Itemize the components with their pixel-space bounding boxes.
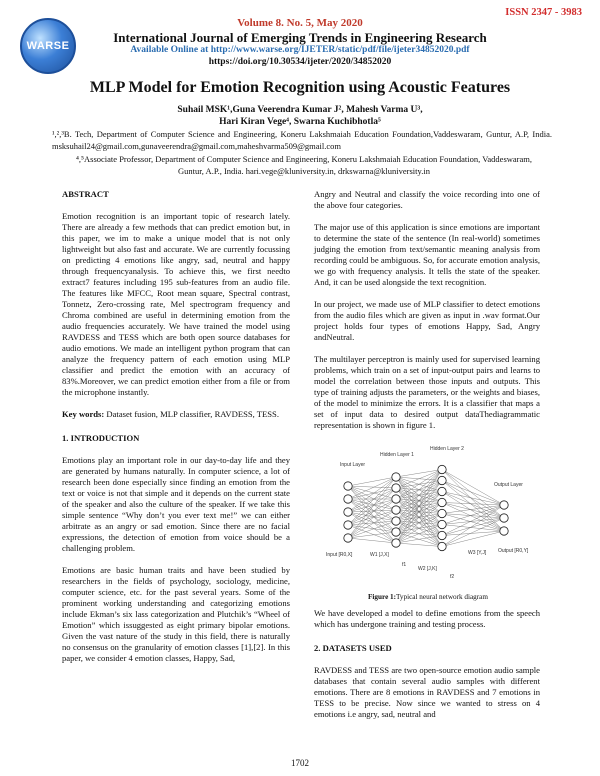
node-layer1-1	[392, 484, 400, 492]
affiliation-2: ⁴,⁵Associate Professor, Department of Computer Science and Engineering, Koneru Lakshmaiah Education Foundation, Vaddeswaram, Guntur, A.P., India. hari.vege@kluniversity.in, drkswarna@kluniversity.in	[75, 154, 533, 176]
neural-network-diagram	[318, 444, 538, 582]
figure-caption-text: Typical neural network diagram	[396, 593, 488, 601]
node-layer3-0	[500, 501, 508, 509]
edge-l0-0-0	[348, 477, 396, 486]
node-layer0-4	[344, 534, 352, 542]
edge-l2-0-1	[442, 470, 504, 519]
right-paragraph-5: RAVDESS and TESS are two open-source emotion audio sample databases that contain several audio samples with different emotions. There are 8 emotions in RAVDESS and 7 emotions in TESS to be precise. Now since we wanted to stress on 4 emotions i.e angry, sad, neutral and	[314, 665, 540, 719]
node-layer1-6	[392, 539, 400, 547]
node-layer0-1	[344, 495, 352, 503]
figure-caption-label: Figure 1:	[368, 593, 397, 601]
datasets-heading: 2. DATASETS USED	[314, 643, 392, 653]
edge-l2-6-0	[442, 505, 504, 536]
label-f2: f2	[450, 574, 455, 580]
node-layer3-2	[500, 527, 508, 535]
right-paragraph-4: We have developed a model to define emotions from the speech which has undergone training and testing process.	[314, 608, 540, 629]
abstract-text: Emotion recognition is an important topic of research lately. There are already a few methods that can predict emotion but, in this paper, we im to make a unique model that is not only lightweight but also fast and accurate. We are currently focussing on predicting 4 emotions like angry, sad, neutral and happy through frequencyanalysis. To achieve this, we first needto extract7 features including 195 sub-features from an audio file. The features like MFCC, Root mean square, Spectral contrast, Tonnetz, Zero-crossing rate, Mel spectrogram frequency and Chroma combined are useful in determining emotion from the audio frequencies accurately. We have trained the model using RAVDESS and TESS which are both open source databases for audio emotions. We made an intelligent python program that can analyze the frequency pattern of each emotion using MLP classifier and predict the emotion with an accuracy of 83%.Moreover, we can predict emotion either from a file or from the microphone instantly.	[62, 211, 290, 397]
node-layer2-0	[438, 465, 446, 473]
issn: ISSN 2347 - 3983	[505, 7, 582, 18]
abstract-heading: ABSTRACT	[62, 189, 109, 199]
edge-l1-6-7	[396, 543, 442, 547]
paper-title: MLP Model for Emotion Recognition using Acoustic Features	[89, 79, 511, 96]
network-edges	[348, 470, 504, 547]
edge-l0-4-4	[348, 521, 396, 538]
label-output-range: Output [R0,Y]	[498, 548, 529, 554]
label-hidden-1: Hidden Layer 1	[380, 452, 414, 458]
authors-line-2: Hari Kiran Vege⁴, Swarna Kuchibhotla⁵	[219, 117, 381, 127]
label-f1: f1	[402, 562, 407, 568]
keywords	[62, 409, 290, 420]
edge-l0-4-1	[348, 488, 396, 538]
online-link[interactable]: Available Online at http://www.warse.org/IJETER/static/pdf/file/ijeter34852020.pdf	[130, 45, 470, 55]
journal-title: International Journal of Emerging Trends in Engineering Research	[113, 30, 487, 45]
intro-paragraph-1: Emotions play an important role in our day-to-day life and they are generated by humans naturally. In computer science, a lot of research been done especially since finding an emotion from the text or voice is not that simple and it depends on the current state of the speaker and also the culture of the speaker. If we take this simple sentence “Why don’t you ever text me!” we can either arbitrate as an angry or sad emotion. Since there are no facial expressions, the detection of emotion from voice should be a challenging problem.	[62, 455, 290, 553]
edge-l0-4-3	[348, 510, 396, 538]
node-layer0-2	[344, 508, 352, 516]
label-w1: W1 [J,X]	[370, 552, 389, 558]
node-layer1-4	[392, 517, 400, 525]
label-w3: W3 [Y,J]	[468, 550, 487, 556]
label-input-range: Input [R0,X]	[326, 552, 353, 558]
page-number: 1702	[291, 758, 309, 768]
figure-caption	[318, 593, 538, 601]
node-layer2-7	[438, 542, 446, 550]
node-layer1-2	[392, 495, 400, 503]
node-layer2-3	[438, 498, 446, 506]
edge-l0-4-5	[348, 532, 396, 538]
node-layer1-3	[392, 506, 400, 514]
left-column	[62, 189, 290, 664]
node-layer0-3	[344, 521, 352, 529]
edge-l0-4-2	[348, 499, 396, 538]
right-column-bottom	[314, 608, 540, 720]
right-column-top	[314, 189, 540, 431]
node-layer2-1	[438, 476, 446, 484]
node-layer1-5	[392, 528, 400, 536]
edge-l0-2-3	[348, 510, 396, 512]
node-layer2-6	[438, 531, 446, 539]
edge-l1-0-0	[396, 470, 442, 478]
edge-l0-0-5	[348, 486, 396, 532]
edge-l2-5-2	[442, 525, 504, 532]
node-layer2-5	[438, 520, 446, 528]
edge-l0-4-6	[348, 538, 396, 543]
node-layer3-1	[500, 514, 508, 522]
label-hidden-2: Hidden Layer 2	[430, 446, 464, 452]
right-paragraph-2: In our project, we made use of MLP classifier to detect emotions from the audio files which are given as input in .wav format.Our project holds four types of emotions Happy, Sad, Angry andNeutral.	[314, 299, 540, 342]
intro-paragraph-2: Emotions are basic human traits and have been studied by researchers in the fields of psychology, sociology, medicine, computer science, etc. for the past several years. Some of the prominent working understanding and categorizing emotions include Ekman’s six lass categorization and Plutchik’s “Wheel of Emotion” which issuggested as eight primary bipolar emotions. Given the vast nature of the study in this field, there is naturally no consensus on the granularity of emotion classes [1],[2]. In this paper, we consider 4 emotion classes, Happy, Sad,	[62, 565, 290, 663]
logo-text: WARSE	[26, 40, 70, 52]
label-input-layer: Input Layer	[340, 462, 366, 468]
node-layer0-0	[344, 482, 352, 490]
right-paragraph-3: The multilayer perceptron is mainly used for supervised learning problems, which train on a set of input-output pairs and learns to model the correlation between those inputs and outputs. This type of training adjusts the parameters, or the weights and biases, of the model to minimize the errors. It is a classifier that maps a set of input data to desired output dataThediagrammatic representation is shown in figure 1.	[314, 354, 540, 430]
node-layer2-4	[438, 509, 446, 517]
affiliation-1: ¹,²,³B. Tech, Department of Computer Science and Engineering, Koneru Lakshmaiah Education Foundation,Vaddeswaram, Guntur, A.P, India. msksuhail24@gmail.com,gunaveerendra@gmail.com,maheshvarma509@gmail.com	[52, 129, 552, 151]
intro-heading: 1. INTRODUCTION	[62, 433, 140, 443]
keywords-label: Key words:	[62, 409, 105, 419]
right-paragraph-0: Angry and Neutral and classify the voice recording into one of the above four categories.	[314, 189, 540, 210]
node-layer2-2	[438, 487, 446, 495]
label-output-layer: Output Layer	[494, 482, 523, 488]
keywords-text: Dataset fusion, MLP classifier, RAVDESS, TESS.	[106, 409, 279, 419]
edge-l0-0-4	[348, 486, 396, 521]
edge-l2-0-2	[442, 470, 504, 532]
edge-l0-3-5	[348, 525, 396, 532]
authors-line-1: Suhail MSK¹,Guna Veerendra Kumar J², Mahesh Varma U³,	[177, 105, 423, 115]
node-layer1-0	[392, 473, 400, 481]
edge-l0-1-5	[348, 499, 396, 532]
volume-line: Volume 8. No. 5, May 2020	[237, 17, 363, 29]
edge-l0-3-3	[348, 510, 396, 525]
label-w2: W2 [J,K]	[418, 566, 437, 572]
edge-l0-3-4	[348, 521, 396, 525]
doi-link[interactable]: https://doi.org/10.30534/ijeter/2020/34852020	[208, 57, 392, 67]
right-paragraph-1: The major use of this application is since emotions are important to determine the state of the sentence (In real-world) sometimes judging the emotion from text/semantic meaning analysis from recording could be ambiguous. So, for accurate emotion analysis, we go with frequency analysis. It tells the state of the speaker. And, it can be used alongside the text recognition.	[314, 222, 540, 287]
